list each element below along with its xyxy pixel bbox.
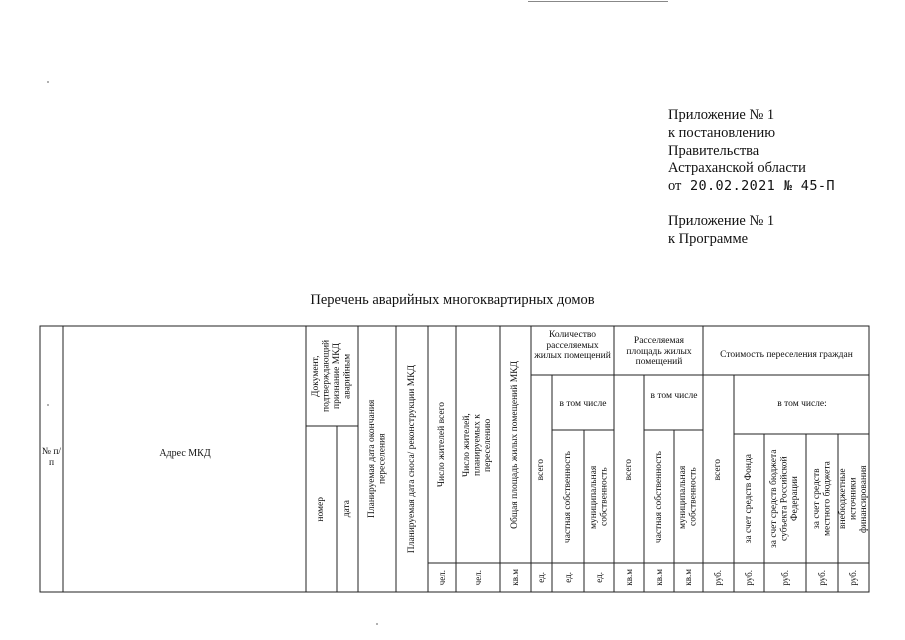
- area-private-header: частная собственность: [653, 450, 664, 544]
- count-private-header: частная собственность: [562, 450, 573, 544]
- col-total-area-header: Общая площадь жилых помещений МКД: [510, 361, 521, 529]
- col-doc-date-header: дата: [342, 500, 353, 518]
- group-area-header: Расселяемая площадь жилых помещений: [626, 336, 692, 367]
- annex-line: Приложение № 1: [668, 212, 775, 229]
- count-municipal-header: муниципальная собственность: [588, 465, 609, 529]
- col-doc-number-header: номер: [316, 496, 327, 522]
- cost-local-budget-header: за счет средств местного бюджета: [811, 461, 832, 537]
- cost-extra-budget-header: внебюджетные источники финансирования: [837, 465, 869, 533]
- annex-line: к постановлению: [668, 124, 776, 141]
- unit-label: руб.: [743, 569, 754, 586]
- unit-label: кв.м: [510, 569, 521, 586]
- unit-label: ед.: [536, 572, 547, 583]
- count-incl-header: в том числе: [559, 399, 607, 409]
- annex-line: Правительства: [668, 142, 760, 159]
- unit-label: чел.: [472, 569, 483, 586]
- col-residents-total-header: Число жителей всего: [436, 402, 447, 488]
- unit-label: ед.: [593, 572, 604, 583]
- col-document-header: Документ, подтверждающий признание МКД аварийным: [311, 339, 353, 413]
- unit-label: руб.: [713, 569, 724, 586]
- col-planned-demolition-header: Планируемая дата сноса/ реконструкции МКД: [406, 364, 417, 554]
- group-count-header: Количество расселяемых жилых помещений: [534, 330, 611, 361]
- annex-line: к Программе: [668, 230, 749, 247]
- annex-line: Приложение № 1: [668, 107, 775, 123]
- count-total-header: всего: [536, 458, 547, 481]
- col-planned-end-header: Планируемая дата окончания переселения: [366, 399, 387, 519]
- document-title: Перечень аварийных многоквартирных домов: [310, 292, 595, 308]
- cost-subject-budget-header: за счет средств бюджета субъекта Российской Федерации: [769, 449, 801, 549]
- col-residents-planned-header: Число жителей, планируемых к переселению: [462, 413, 494, 477]
- unit-label: кв.м: [683, 569, 694, 586]
- unit-label: кв.м: [653, 569, 664, 586]
- unit-label: руб.: [816, 569, 827, 586]
- area-incl-header: в том числе: [650, 391, 698, 401]
- group-cost-header: Стоимость переселения граждан: [720, 350, 853, 360]
- area-total-header: всего: [623, 458, 634, 481]
- unit-label: ед.: [562, 572, 573, 583]
- annex-line: Астраханской области: [668, 160, 806, 177]
- cost-incl-header: в том числе:: [777, 399, 827, 409]
- annex-date-value: 20.02.2021 № 45-П: [689, 178, 835, 195]
- annex-date-prefix: от: [668, 178, 682, 195]
- cost-fund-header: за счет средств Фонда: [743, 454, 754, 544]
- unit-label: кв.м: [623, 569, 634, 586]
- unit-label: руб.: [779, 569, 790, 586]
- cost-total-header: всего: [713, 458, 724, 481]
- col-num-header: № п/п: [41, 447, 62, 468]
- area-municipal-header: муниципальная собственность: [678, 465, 699, 529]
- unit-label: чел.: [436, 569, 447, 586]
- unit-label: руб.: [848, 569, 859, 586]
- col-address-header: Адрес МКД: [159, 448, 211, 459]
